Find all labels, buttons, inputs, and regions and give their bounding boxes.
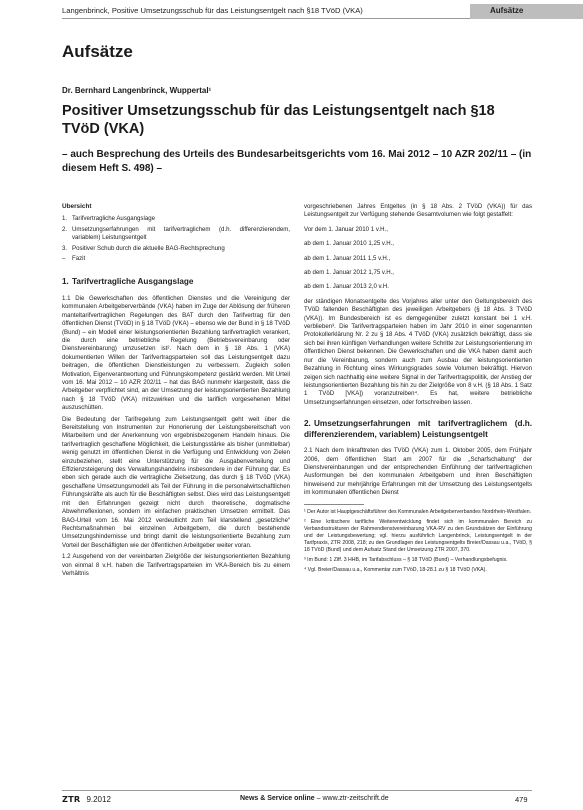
footnote: ¹ Der Autor ist Hauptgeschäftsführer des Kommunalen Arbeitgeberverbandes Nordrhein-Westfalen. [304, 508, 532, 515]
right-paragraph: der ständigen Monatsentgelte des Vorjahres aller unter den Geltungsbereich des TVöD fallenden Beschäftigten des jeweiligen Arbeitgebers (§ 18 Abs. 3 TVöD (VKA)). Im Bundesbereich ist es demgegenüber zuletzt konstant bei 1 v.H. verblieben³. Die Tarifvertragsparteien haben im Jahr 2010 in einer sogenannten Protokollerklärung Nr. 2 zu § 18 Abs. 4 TVöD (VKA) zusätzlich bekräftigt, dass sie sich bei ihren künftigen Verhandlungen weitere Schritte zur Leistungsorientierung im öffentlichen Dienst bekennen. Die Gewerkschaften und die VKA haben damit auch nur die Vereinbarung, sondern auch zum Ausbau der leistungsorientierten Bezahlung in Richtung eines Wirkungsgrades sowie Volumen bekräftigt. Hiervon zeigen sich nachhaltig eine weitere Signal in der Tarifvertragspolitik, der Anstieg der leistungsorientierten Bezahlung bis hin zu der Zielgröße von 8 v.H. (§ 18 Abs. 1 Satz 1 TVöD [VKA]) voranzutreiben⁴. Es hat, weitere betriebliche Umsetzungserfahrungen einsetzen, oder fortschreiben lassen. [304, 297, 532, 406]
issue-number: 9.2012 [86, 795, 111, 804]
service-url[interactable]: – www.ztr-zeitschrift.de [316, 795, 389, 802]
right-column [304, 203, 532, 787]
section-badge [470, 4, 583, 19]
footnote-rule [304, 504, 364, 505]
schedule-line: ab dem 1. Januar 2010 1,25 v.H., [304, 240, 394, 248]
section-heading: Aufsätze [62, 42, 133, 61]
journal-mark [62, 794, 111, 804]
footnotes [304, 509, 532, 574]
left-column [62, 203, 290, 787]
overview-item: 2. Umsetzungserfahrungen mit tarifvertraglichem (d.h. differenzierendem, variablem) Leistungsentgelt [62, 225, 290, 242]
section-2-heading: 2. Umsetzungserfahrungen mit tarifvertraglichem (d.h. differenzierendem, variablem) Leistungsentgelt [304, 419, 532, 439]
schedule-line: Vor dem 1. Januar 2010 1 v.H., [304, 225, 388, 233]
section-1-paragraph: 1.2 Ausgehend von der vereinbarten Zielgröße der leistungsorientierten Bezahlung von einmal 8 v.H. haben die Tarifvertragsparteien im VKA-Bereich bis zu einem Verhältnis [62, 553, 290, 577]
article-subtitle: – auch Besprechung des Urteils des Bundesarbeitsgerichts vom 16. Mai 2012 – 10 AZR 202/11 – (in diesem Heft S. 498) – [62, 149, 532, 174]
footnote: ² Eine kritischere tarifliche Weiterentwicklung findet sich im kommunalen Bereich zu Verbandsstrukturen der Rahmendienstvereinbarung VKA-RV zu den Grundsätzen der Einführung und der Leistungsbewertung; vgl. hierzu ausführlich Langenbrinck, Leistungsentgelt in der Tarifpraxis, ZTR 2008, 218; zu den Grundlagen des Leistungsentgelts Breier/Dassau u.a., TVöD, § 18 TVöD (Bund) und dem Aufsatz Stand der Umsetzung ZTR 2007, 370. [304, 518, 532, 553]
header-rule [62, 18, 470, 19]
section-1-paragraph: Die Bedeutung der Tarifregelung zum Leistungsentgelt geht weit über die Bereitstellung von Instrumenten zur Honorierung der Leistungsbereitschaft von Mitarbeitern und der Anerkennung von ergebnisbezogenem Handeln hinaus. Die tarifvertraglich geschaffene Möglichkeit, die Leistungsstärke als bisher (unmittelbar) wenig genutzt im öffentlichen Dienst in die Verfügung und Entwicklung von Zielen einzubeziehen, stellt eine Unterstützung für die Ausgabenverteilung und Effizienzsteigerung des Verwaltungshandelns insbesondere in der Führung dar. Es eben sich gerade auch die vertragliche Zielsetzung, das durch § 18 TVöD (VKA) geschaffene Umsetzungsmodell als Teil der Führung in die personalwirtschaftlichen Führungskräfte als auch für die Beschäftigten selbst. Dies wird das Leistungsentgelt mit den Erfahrungen gezeigt nicht durch theoretische, dogmatische Abwehrreflexionen, sondern im einfachen praktischen Umsetzen ermittelt. Das BAG-Urteil vom 16. Mai 2012 verdeutlicht zum Teil klarstellend „gesetzliche“ Rechtsmaßnahmen bei einzelnen Arbeitgebern, die durch bestehende Umsetzungshindernisse und bringt damit die leistungsorientierte Bezahlung zum Vorteil der Beschäftigten wie der öffentlichen Arbeitgeber weiter voran. [62, 415, 290, 549]
footnote: ³ Im Bund: 1 Ziff. 3 HHB, im Tarifabschluss – § 18 TVöD (Bund) – Verhandlungsbefugnis. [304, 556, 508, 563]
overview-item: 1. Tarifvertragliche Ausgangslage [62, 215, 155, 223]
article-author: Dr. Bernhard Langenbrinck, Wuppertal¹ [62, 86, 212, 95]
section-2-paragraph: 2.1 Nach dem Inkrafttreten des TVöD (VKA) zum 1. Oktober 2005, dem Frühjahr 2006, dem öffentlichen Start am 2007 für die „Scharfschaltung“ der Dienstvereinbarungen und der entsprechenden Einführung der tarifvertraglichen Ausformungen bei den kommunalen Arbeitgebern und ihren Beschäftigten hinweisend zur mehrjährige Erfahrungen mit der Umsetzung des Leistungsentgelts im kommunalen öffentlichen Dienst [304, 447, 532, 497]
journal-logo: ZTR [62, 794, 81, 804]
schedule-line: ab dem 1. Januar 2013 2,0 v.H. [304, 283, 389, 291]
running-header [0, 0, 583, 22]
section-1-heading: 1. Tarifvertragliche Ausgangslage [62, 277, 194, 287]
service-label: News & Service online [240, 795, 315, 802]
footnote: ⁴ Vgl. Breier/Dassau u.a., Kommentar zum TVöD, 18-28.1 zu § 18 TVöD (VKA). [304, 566, 487, 573]
running-title: Langenbrinck, Positive Umsetzungsschub für das Leistungsentgelt nach §18 TVöD (VKA) [62, 6, 363, 15]
article-title: Positiver Umsetzungsschub für das Leistungsentgelt nach §18 TVöD (VKA) [62, 103, 495, 137]
page-number: 479 [515, 795, 528, 804]
overview-label: Übersicht [62, 203, 92, 210]
percentage-schedule [304, 226, 532, 292]
service-line [240, 795, 389, 802]
schedule-line: ab dem 1. Januar 2012 1,75 v.H., [304, 269, 394, 277]
overview-item: – Fazit [62, 255, 86, 263]
schedule-line: ab dem 1. Januar 2011 1,5 v.H., [304, 254, 391, 262]
footer-rule [62, 790, 532, 791]
overview-item: 3. Positiver Schub durch die aktuelle BAG-Rechtsprechung [62, 244, 225, 252]
right-intro: vorgeschriebenen Jahres Entgeltes (in § 18 Abs. 2 TVöD (VKA)) für das Leistungsentgelt zur Verfügung stehende Gesamtvolumen wie folgt gestaffelt: [304, 203, 532, 219]
overview-list [62, 215, 290, 263]
section-1-paragraph: 1.1 Die Gewerkschaften des öffentlichen Dienstes und die Vereinigung der kommunalen Arbeitgeberverbände (VKA) haben im Zuge der Ablösung der früheren manteltarifvertraglichen Regelungen des BAT durch den Tarifvertrag für den öffentlichen Dienst (TVöD) in § 18 TVöD (VKA) – ebenso wie der Bund in § 18 TVöD (Bund) – ein Modell einer leistungsorientierten Bezahlung tarifvertraglich verankert, die durch eine betriebliche Regelung (Betriebsvereinbarung oder Dienstvereinbarung) umzusetzen ist². Nach dem in § 18 Abs. 1 (VKA) dokumentierten Willen der Tarifvertragsparteien soll das Leistungsentgelt dazu beitragen, die öffentlichen Dienstleistungen zu verbessern. Zugleich sollen Motivation, Eigenverantwortung und Führungskompetenz gestärkt werden. Mit Urteil vom 16. Mai 2012 – 10 AZR 202/11 – hat das BAG nunmehr klargestellt, dass die Arbeitgeber verpflichtet sind, an der Umsetzung der leistungsorientierten Bezahlung nach § 18 TVöD (VKA) mitzuwirken und die tariflich vorgesehenen Mittel auszuschütten. [62, 294, 290, 412]
section-badge-label: Aufsätze [490, 6, 524, 15]
